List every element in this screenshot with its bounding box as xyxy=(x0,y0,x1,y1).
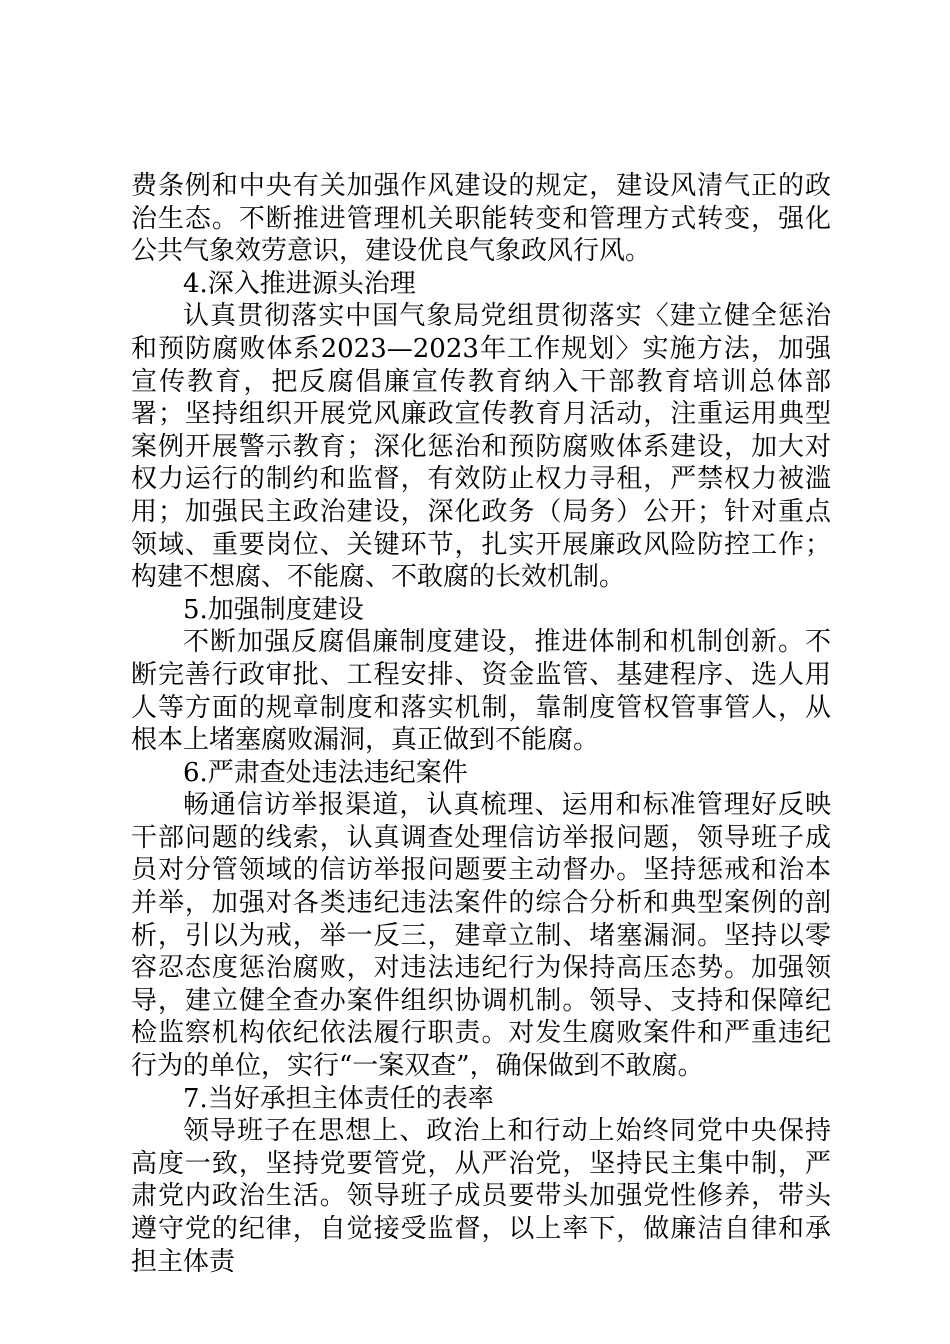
section-heading-7: 7.当好承担主体责任的表率 xyxy=(183,1083,494,1114)
paragraph-section-4: 认真贯彻落实中国气象局党组贯彻落实〈建立健全惩治和预防腐败体系2023—2023年工作规划〉实施方法，加强宣传教育，把反腐倡廉宣传教育纳入干部教育培训总体部署；坚持组织开展党风廉政宣传教育月活动，注重运用典型案例开展警示教育；深化惩治和预防腐败体系建设，加大对权力运行的制约和监督，有效防止权力寻租，严禁权力被滥用；加强民主政治建设，深化政务（局务）公开；针对重点领域、重要岗位、关键环节，扎实开展廉政风险防控工作；构建不想腐、不能腐、不敢腐的长效机制。 xyxy=(131,301,831,593)
section-heading-5: 5.加强制度建设 xyxy=(183,594,364,625)
section-heading-4: 4.深入推进源头治理 xyxy=(183,268,416,299)
document-body xyxy=(131,170,831,1278)
paragraph-section-5: 不断加强反腐倡廉制度建设，推进体制和机制创新。不断完善行政审批、工程安排、资金监管、基建程序、选人用人等方面的规章制度和落实机制，靠制度管权管事管人，从根本上堵塞腐败漏洞，真正做到不能腐。 xyxy=(131,627,831,756)
paragraph-section-7: 领导班子在思想上、政治上和行动上始终同党中央保持高度一致，坚持党要管党，从严治党，坚持民主集中制，严肃党内政治生活。领导班子成员要带头加强党性修养，带头遵守党的纪律，自觉接受监督，以上率下，做廉洁自律和承担主体责 xyxy=(131,1116,831,1277)
section-heading-6: 6.严肃查处违法违纪案件 xyxy=(183,757,468,788)
paragraph-continuation: 费条例和中央有关加强作风建设的规定，建设风清气正的政治生态。不断推进管理机关职能转变和管理方式转变，强化公共气象效劳意识，建设优良气象政风行风。 xyxy=(131,171,831,267)
paragraph-section-6: 畅通信访举报渠道，认真梳理、运用和标准管理好反映干部问题的线索，认真调查处理信访举报问题，领导班子成员对分管领域的信访举报问题要主动督办。坚持惩戒和治本并举，加强对各类违纪违法案件的综合分析和典型案例的剖析，引以为戒，举一反三，建章立制、堵塞漏洞。坚持以零容忍态度惩治腐败，对违法违纪行为保持高压态势。加强领导，建立健全查办案件组织协调机制。领导、支持和保障纪检监察机构依纪依法履行职责。对发生腐败案件和严重违纪行为的单位，实行“一案双查”，确保做到不敢腐。 xyxy=(131,790,831,1082)
